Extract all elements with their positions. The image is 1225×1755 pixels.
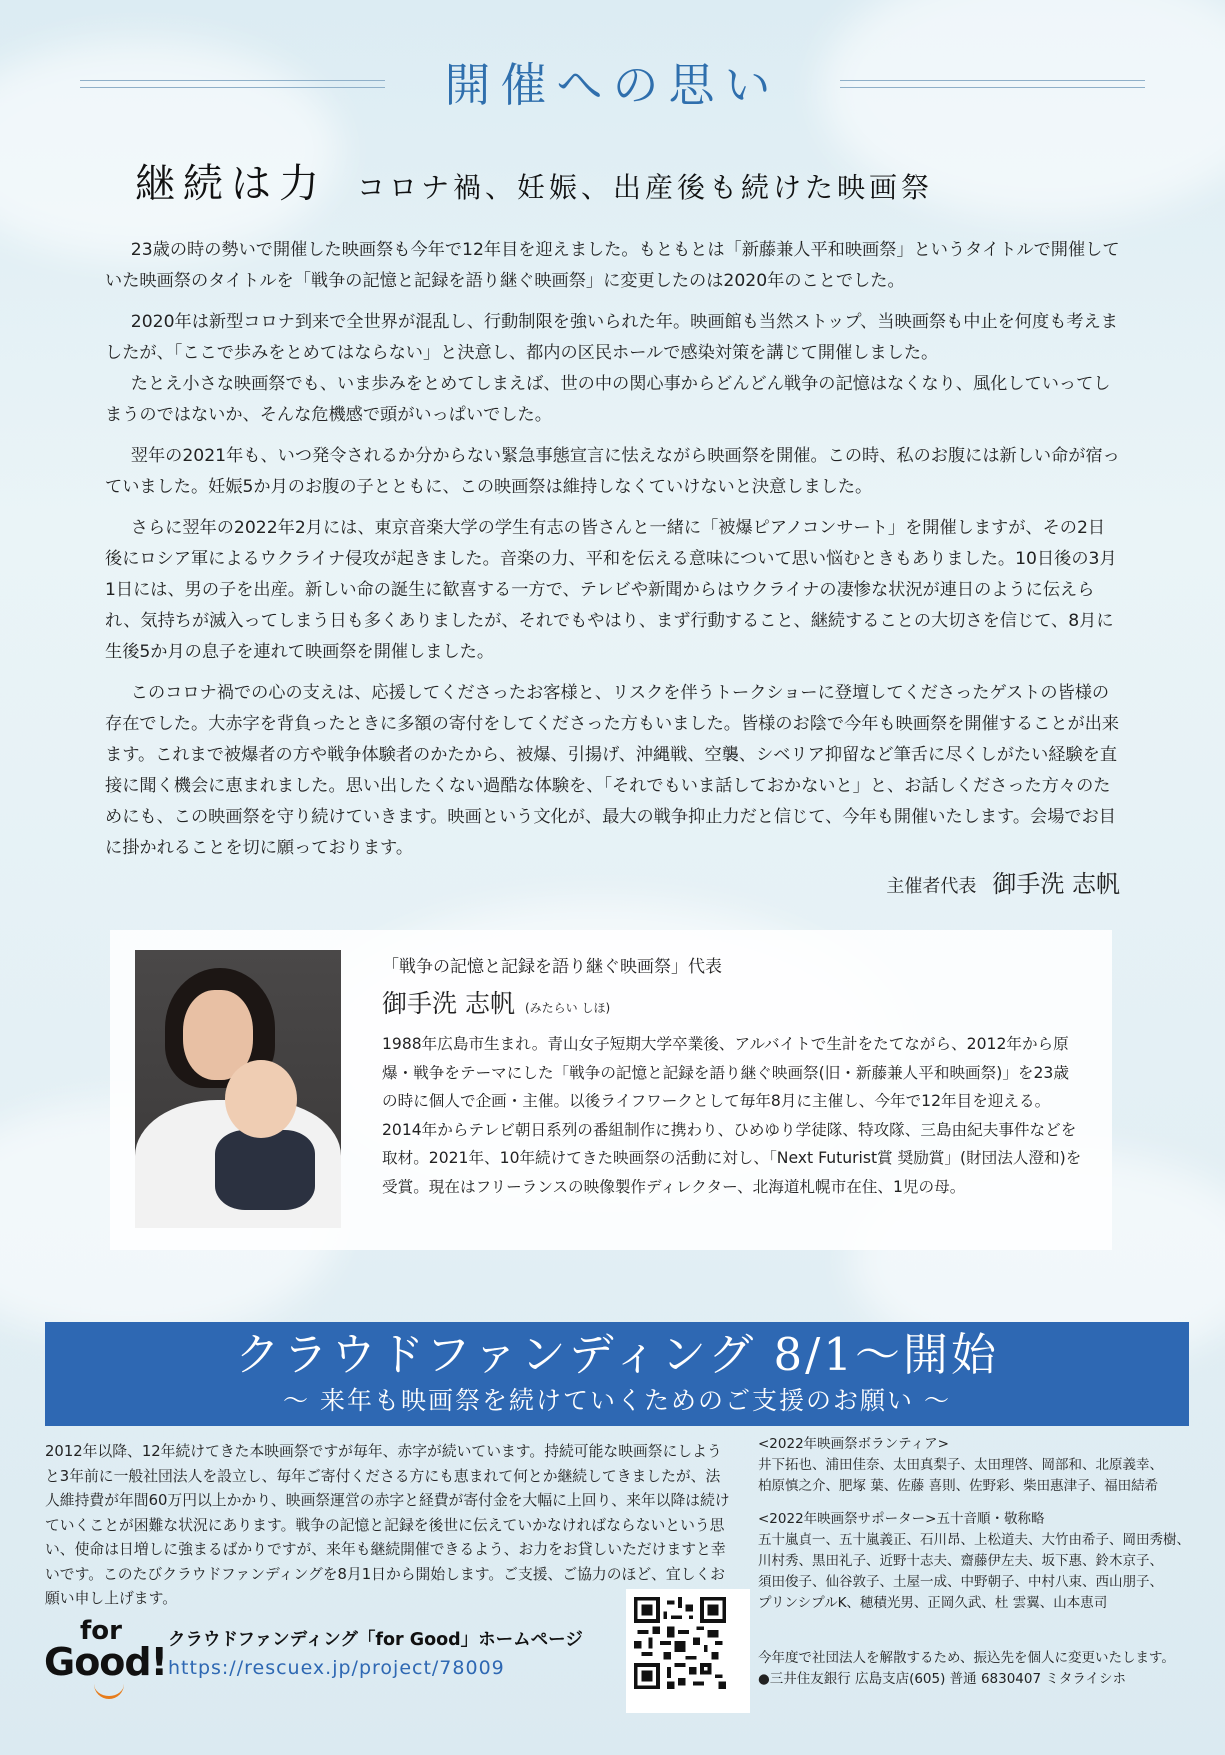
profile-reading: (みたらい しほ) (524, 1001, 611, 1015)
crowdfunding-link-label: クラウドファンディング「for Good」ホームページ (168, 1630, 583, 1650)
profile-org: 「戦争の記憶と記録を語り継ぐ映画祭」代表 (382, 957, 722, 977)
signature (886, 864, 1120, 899)
subtitle-main: 継続は力 (135, 161, 327, 207)
crowdfunding-link[interactable] (168, 1626, 583, 1679)
profile-name-text: 御手洗 志帆 (382, 989, 515, 1018)
volunteer-line: 柏原慎之介、肥塚 葉、佐藤 喜則、佐野彩、柴田惠津子、福田結希 (758, 1478, 1159, 1494)
crowdfunding-subtitle: 〜 来年も映画祭を続けていくためのご支援のお願い 〜 (283, 1386, 951, 1415)
profile-card (110, 930, 1112, 1250)
crowdfunding-title: クラウドファンディング 8/1〜開始 (235, 1328, 999, 1381)
bank-account: ●三井住友銀行 広島支店(605) 普通 6830407 ミタライシホ (758, 1671, 1126, 1687)
essay-paragraph: このコロナ禍での心の支えは、応援してくださったお客様と、リスクを伴うトークショーに登壇してくださったゲストの皆様の存在でした。大赤字を背負ったときに多額の寄付をしてくださった方もいました。皆様のお陰で今年も映画祭を開催することが出来ます。これまで被爆者の方や戦争体験者のかたから、被爆、引揚げ、沖縄戦、空襲、シベリア抑留など筆舌に尽くしがたい経験を直接に聞く機会に恵まれました。思い出したくない過酷な体験を、「それでもいま話しておかないと」と、お話しくださった方々のためにも、この映画祭を守り続けていきます。映画という文化が、最大の戦争抑止力だと信じて、今年も開催いたします。会場でお目に掛かれることを切に願っております。 (105, 683, 1120, 858)
supporters-list (758, 1434, 1198, 1614)
for-good-logo (44, 1614, 167, 1704)
essay-paragraph: 2020年は新型コロナ到来で全世界が混乱し、行動制限を強いられた年。映画館も当然ストップ、当映画祭も中止を何度も考えましたが、「ここで歩みをとめてはならない」と決意し、都内の区民ホールで感染対策を講じて開催しました。 (105, 312, 1118, 363)
supporter-heading: <2022年映画祭サポーター>五十音順・敬称略 (758, 1511, 1045, 1527)
subtitle-sub: コロナ禍、妊娠、出産後も続けた映画祭 (357, 171, 934, 204)
essay-paragraph: たとえ小さな映画祭でも、いま歩みをとめてしまえば、世の中の関心事からどんどん戦争の記憶はなくなり、風化していってしまうのではないか、そんな危機感で頭がいっぱいでした。 (105, 374, 1111, 425)
volunteer-heading: <2022年映画祭ボランティア> (758, 1436, 949, 1452)
supporter-line: 五十嵐貞一、五十嵐義正、石川昂、上松道夫、大竹由希子、岡田秀樹、 (758, 1532, 1190, 1548)
bank-note: 今年度で社団法人を解散するため、振込先を個人に変更いたします。 (758, 1650, 1175, 1666)
supporter-line: 須田俊子、仙谷敦子、土屋一成、中野朝子、中村八束、西山朋子、 (758, 1574, 1163, 1590)
page-title: 開催への思い (444, 58, 781, 112)
profile-name (382, 984, 610, 1020)
crowdfunding-url[interactable]: https://rescuex.jp/project/78009 (168, 1657, 505, 1679)
logo-good: Good! (44, 1640, 167, 1684)
page-header (80, 45, 1145, 125)
supporter-line: 川村秀、黒田礼子、近野十志夫、齋藤伊左夫、坂下惠、鈴木京子、 (758, 1553, 1163, 1569)
logo-for: for (80, 1616, 122, 1646)
essay-paragraph: 翌年の2021年も、いつ発令されるか分からない緊急事態宣言に怯えながら映画祭を開催。この時、私のお腹には新しい命が宿っていました。妊娠5か月のお腹の子とともに、この映画祭は維持しなくていけないと決意しました。 (105, 446, 1120, 497)
essay-paragraph: さらに翌年の2022年2月には、東京音楽大学の学生有志の皆さんと一緒に「被爆ピアノコンサート」を開催しますが、その2日後にロシア軍によるウクライナ侵攻が起きました。音楽の力、平和を伝える意味について思い悩むときもありました。10日後の3月1日には、男の子を出産。新しい命の誕生に歓喜する一方で、テレビや新聞からはウクライナの凄惨な状況が連日のように伝えられ、気持ちが滅入ってしまう日も多くありましたが、それでもやはり、まず行動すること、継続することの大切さを信じて、8月に生後5か月の息子を連れて映画祭を開催しました。 (105, 518, 1117, 662)
profile-photo (135, 950, 341, 1228)
profile-bio: 1988年広島市生まれ。青山女子短期大学卒業後、アルバイトで生計をたてながら、2012年から原爆・戦争をテーマにした「戦争の記憶と記録を語り継ぐ映画祭(旧・新藤兼人平和映画祭)」を23歳の時に個人で企画・主催。以後ライフワークとして毎年8月に主催し、今年で12年目を迎える。2014年からテレビ朝日系列の番組制作に携わり、ひめゆり学徒隊、特攻隊、三島由紀夫事件などを取材。2021年、10年続けてきた映画祭の活動に対し、「Next Futurist賞 奨励賞」(財団法人澄和)を受賞。現在はフリーランスの映像製作ディレクター、北海道札幌市在住、1児の母。 (382, 1035, 1082, 1196)
qr-code-icon (634, 1597, 726, 1689)
volunteer-line: 井下拓也、浦田佳奈、太田真梨子、太田理啓、岡部和、北原義幸、 (758, 1457, 1163, 1473)
crowdfunding-banner (45, 1322, 1189, 1426)
signature-name: 御手洗 志帆 (992, 870, 1120, 898)
bank-info (758, 1648, 1175, 1690)
essay-body (105, 235, 1120, 874)
smile-icon (94, 1684, 124, 1699)
page-subtitle (135, 152, 933, 209)
qr-code[interactable] (626, 1589, 750, 1713)
signature-role: 主催者代表 (886, 876, 977, 897)
essay-paragraph: 23歳の時の勢いで開催した映画祭も今年で12年目を迎えました。もともとは「新藤兼人平和映画祭」というタイトルで開催していた映画祭のタイトルを「戦争の記憶と記録を語り継ぐ映画祭」に変更したのは2020年のことでした。 (105, 240, 1120, 291)
crowdfunding-body: 2012年以降、12年続けてきた本映画祭ですが毎年、赤字が続いています。持続可能な映画祭にしようと3年前に一般社団法人を設立し、毎年ご寄付くださる方にも恵まれて何とか継続してきましたが、法人維持費が年間60万円以上かかり、映画祭運営の赤字と経費が寄付金を大幅に上回り、来年以降は続けていくことが困難な状況にあります。戦争の記憶と記録を後世に伝えていかなければならないという思い、使命は日増しに強まるばかりですが、来年も継続開催できるよう、お力をお貸しいただけますと幸いです。このたびクラウドファンディングを8月1日から開始します。ご支援、ご協力のほど、宜しくお願い申し上げます。 (45, 1443, 730, 1607)
supporter-line: プリンシプルK、穂積光男、正岡久武、杜 雲翼、山本恵司 (758, 1595, 1108, 1611)
